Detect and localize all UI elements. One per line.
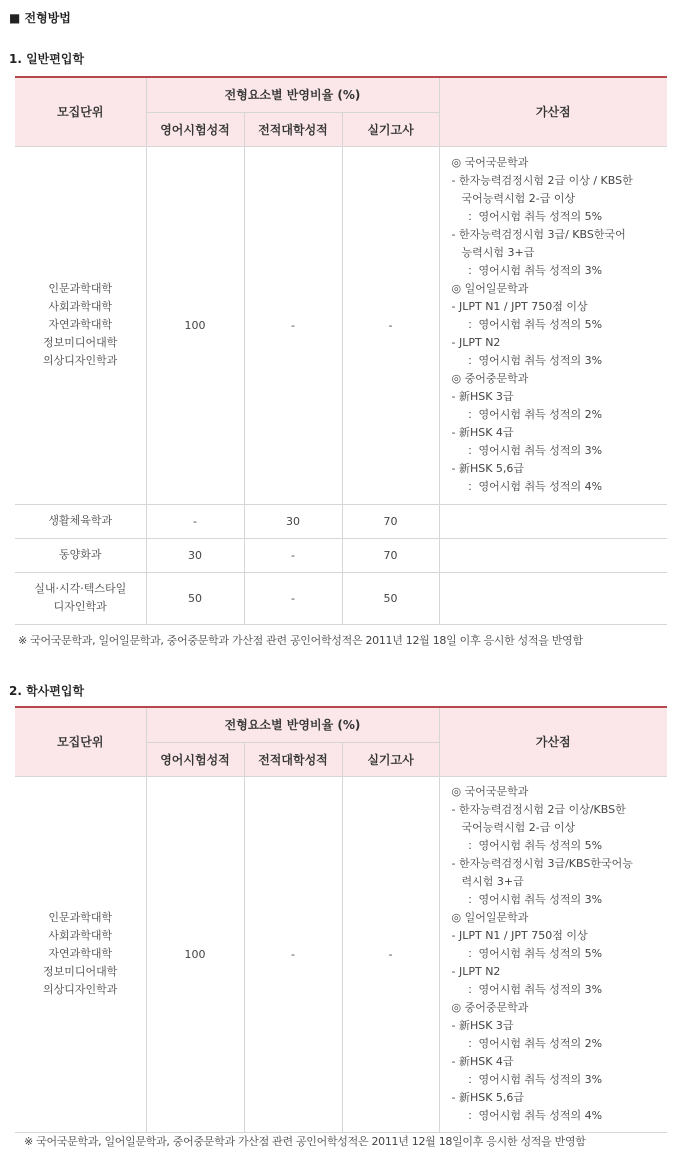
unit-line: 정보미디어대학 (43, 965, 118, 978)
bonus-line: ◎ 일어일문학과 (451, 282, 529, 295)
unit-line: 자연과학대학 (48, 318, 113, 331)
bonus-line: ◎ 중어중문학과 (451, 1001, 529, 1014)
bonus-line: 력시험 3+급 (461, 875, 524, 888)
unit-line: 디자인학과 (53, 600, 107, 613)
unit-line: 자연과학대학 (48, 947, 113, 960)
prev-univ-value: 30 (244, 504, 342, 538)
bonus-line: ：영어시험 취득 성적의 3% (467, 444, 603, 457)
header-unit: 모집단위 (15, 77, 146, 146)
prev-univ-value: - (244, 776, 342, 1132)
unit-line: 동양화과 (58, 548, 102, 561)
bonus-line: ：영어시험 취득 성적의 4% (467, 1109, 603, 1122)
bonus-line: - 한자능력검정시험 3급/ KBS한국어 (451, 228, 626, 241)
bonus-line: ：영어시험 취득 성적의 3% (467, 1073, 603, 1086)
practical-value: 70 (342, 538, 439, 572)
table-row (15, 538, 667, 572)
bonus-line: ：영어시험 취득 성적의 5% (467, 839, 603, 852)
bonus-line: 국어능력시험 2-급 이상 (461, 192, 576, 205)
bonus-line: ：영어시험 취득 성적의 3% (467, 983, 603, 996)
bonus-line: - JLPT N2 (451, 965, 501, 978)
bonus-line: ◎ 일어일문학과 (451, 911, 529, 924)
table-row (15, 776, 667, 1132)
practical-value: 50 (342, 572, 439, 624)
section-1-heading: 1. 일반편입학 (9, 52, 85, 66)
english-value: 30 (146, 538, 244, 572)
bonus-cell-empty (439, 538, 667, 572)
bachelor-transfer-table (15, 706, 667, 1133)
english-value: 100 (146, 776, 244, 1132)
bonus-line: ：영어시험 취득 성적의 3% (467, 264, 603, 277)
bonus-line: - 新HSK 4급 (451, 426, 514, 439)
unit-line: 의상디자인학과 (43, 983, 118, 996)
bonus-line: ：영어시험 취득 성적의 2% (467, 1037, 603, 1050)
bonus-line: ◎ 국어국문학과 (451, 156, 529, 169)
header-practical: 실기고사 (342, 112, 439, 146)
bonus-line: - 한자능력검정시험 3급/KBS한국어능 (451, 857, 633, 870)
header-unit: 모집단위 (15, 707, 146, 776)
unit-line: 인문과학대학 (48, 911, 113, 924)
bonus-line: ：영어시험 취득 성적의 3% (467, 893, 603, 906)
header-english: 영어시험성적 (146, 742, 244, 776)
english-value: - (146, 504, 244, 538)
header-english: 영어시험성적 (146, 112, 244, 146)
bonus-line: 국어능력시험 2-급 이상 (461, 821, 576, 834)
bonus-line: ：영어시험 취득 성적의 5% (467, 210, 603, 223)
bonus-line: - 新HSK 4급 (451, 1055, 514, 1068)
english-value: 50 (146, 572, 244, 624)
unit-cell (15, 504, 146, 538)
header-practical: 실기고사 (342, 742, 439, 776)
unit-line: 인문과학대학 (48, 282, 113, 295)
general-transfer-table (15, 76, 667, 625)
bonus-line: - 新HSK 5,6급 (451, 462, 525, 475)
section-1-note: ※ 국어국문학과, 일어일문학과, 중어중문학과 가산점 관련 공인어학성적은 2011년 12월 18일 이후 응시한 성적을 반영함 (18, 634, 583, 647)
unit-line: 사회과학대학 (48, 929, 113, 942)
bonus-cell-empty (439, 504, 667, 538)
bonus-line: ：영어시험 취득 성적의 2% (467, 408, 603, 421)
bonus-line: - JLPT N1 / JPT 750점 이상 (451, 300, 588, 313)
unit-cell (15, 776, 146, 1132)
bonus-cell (439, 776, 667, 1132)
page-title: ■ 전형방법 (9, 11, 71, 25)
header-ratio-group: 전형요소별 반영비율 (%) (146, 707, 439, 742)
table-row (15, 504, 667, 538)
bonus-line: ◎ 국어국문학과 (451, 785, 529, 798)
header-ratio-group: 전형요소별 반영비율 (%) (146, 77, 439, 112)
unit-line: 사회과학대학 (48, 300, 113, 313)
header-bonus: 가산점 (439, 77, 667, 146)
bonus-line: ：영어시험 취득 성적의 4% (467, 480, 603, 493)
unit-cell (15, 146, 146, 504)
bonus-line: - 한자능력검정시험 2급 이상 / KBS한 (451, 174, 633, 187)
bonus-line: ：영어시험 취득 성적의 5% (467, 318, 603, 331)
section-2-note: ※ 국어국문학과, 일어일문학과, 중어중문학과 가산점 관련 공인어학성적은 2011년 12월 18일이후 응시한 성적을 반영함 (24, 1135, 586, 1148)
unit-cell (15, 538, 146, 572)
english-value: 100 (146, 146, 244, 504)
unit-cell (15, 572, 146, 624)
bonus-line: - 한자능력검정시험 2급 이상/KBS한 (451, 803, 626, 816)
header-prev-univ: 전적대학성적 (244, 112, 342, 146)
unit-line: 생활체육학과 (48, 514, 113, 527)
practical-value: - (342, 776, 439, 1132)
bonus-line: - JLPT N2 (451, 336, 501, 349)
table-row (15, 146, 667, 504)
practical-value: 70 (342, 504, 439, 538)
section-2-heading: 2. 학사편입학 (9, 684, 85, 698)
unit-line: 정보미디어대학 (43, 336, 118, 349)
bonus-line: - 新HSK 5,6급 (451, 1091, 525, 1104)
unit-line: 의상디자인학과 (43, 354, 118, 367)
bonus-line: 능력시험 3+급 (461, 246, 535, 259)
bonus-line: ◎ 중어중문학과 (451, 372, 529, 385)
practical-value: - (342, 146, 439, 504)
prev-univ-value: - (244, 572, 342, 624)
bonus-line: ：영어시험 취득 성적의 5% (467, 947, 603, 960)
prev-univ-value: - (244, 538, 342, 572)
prev-univ-value: - (244, 146, 342, 504)
bonus-line: - 新HSK 3급 (451, 390, 514, 403)
bonus-cell-empty (439, 572, 667, 624)
bonus-cell (439, 146, 667, 504)
bonus-line: - 新HSK 3급 (451, 1019, 514, 1032)
header-prev-univ: 전적대학성적 (244, 742, 342, 776)
unit-line: 실내·시각·텍스타일 (34, 582, 127, 595)
header-bonus: 가산점 (439, 707, 667, 776)
table-row (15, 572, 667, 624)
bonus-line: - JLPT N1 / JPT 750점 이상 (451, 929, 588, 942)
bonus-line: ：영어시험 취득 성적의 3% (467, 354, 603, 367)
